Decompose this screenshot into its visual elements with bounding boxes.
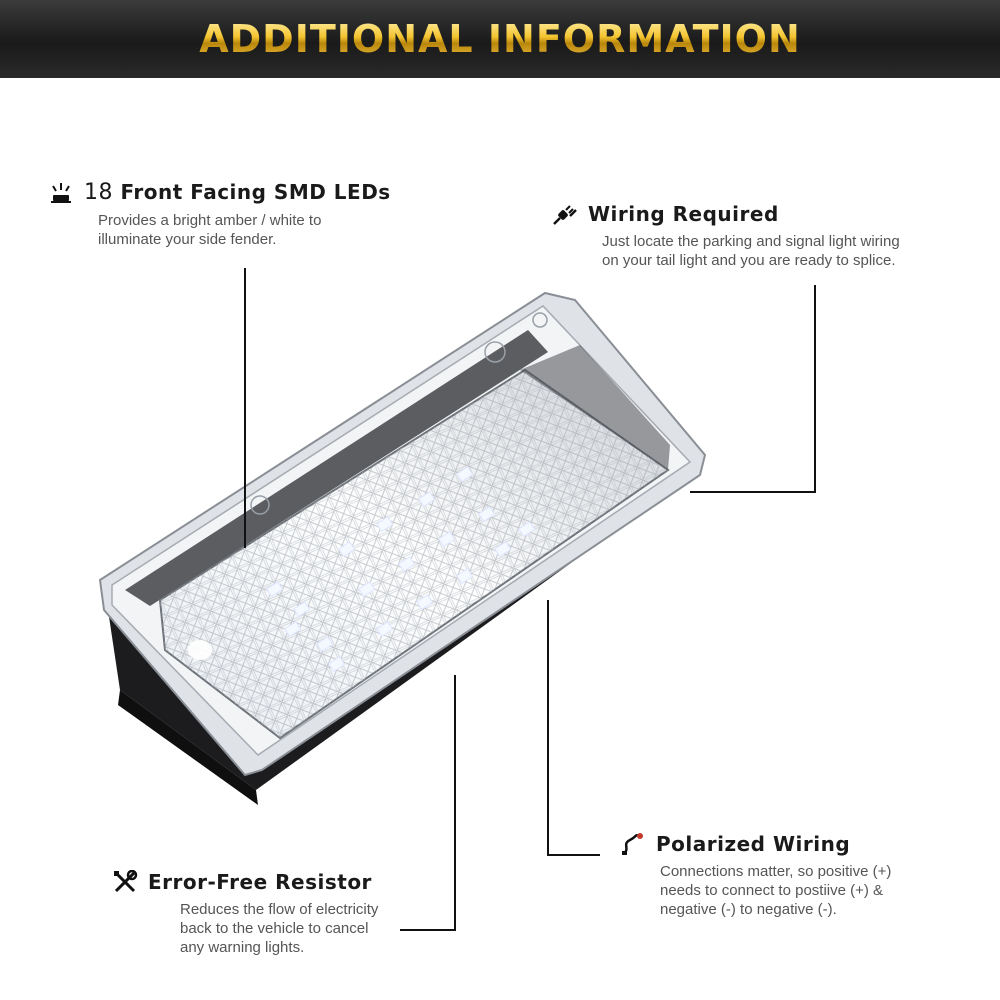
wiring-title: Wiring Required: [588, 202, 779, 226]
led-lamp-icon: [48, 181, 74, 205]
wiring-desc-line: Just locate the parking and signal light wiring: [602, 233, 900, 250]
feature-polarized: [620, 832, 891, 919]
wiring-description: [602, 232, 900, 270]
feature-wiring: [552, 202, 900, 270]
feature-resistor: [112, 870, 378, 957]
resistor-desc-line: Reduces the flow of electricity: [180, 901, 379, 918]
wiring-desc-line: on your tail light and you are ready to splice.: [602, 252, 896, 269]
leds-desc-line: illuminate your side fender.: [98, 231, 277, 248]
polarized-wire-icon: [620, 832, 646, 856]
polarized-title: Polarized Wiring: [656, 832, 851, 856]
polarized-desc-line: needs to connect to postiive (+) &: [660, 882, 884, 899]
resistor-description: [180, 900, 378, 957]
leds-desc-line: Provides a bright amber / white to: [98, 212, 322, 229]
polarized-desc-line: negative (-) to negative (-).: [660, 901, 837, 918]
plug-icon: [552, 202, 578, 226]
polarized-callout-line: [548, 600, 600, 855]
wiring-callout-line: [690, 285, 815, 492]
banner-title: ADDITIONAL INFORMATION: [199, 17, 801, 61]
feature-leds: [48, 180, 391, 249]
leds-title: [84, 180, 391, 205]
polarized-desc-line: Connections matter, so positive (+): [660, 863, 892, 880]
resistor-title: Error-Free Resistor: [148, 870, 372, 894]
resistor-callout-line: [400, 675, 455, 930]
resistor-desc-line: any warning lights.: [180, 939, 305, 956]
leds-title-text: Front Facing SMD LEDs: [120, 180, 391, 204]
resistor-desc-line: back to the vehicle to cancel: [180, 920, 369, 937]
led-count: 18: [84, 180, 113, 205]
tools-icon: [112, 870, 138, 894]
polarized-description: [660, 862, 891, 919]
leds-description: [98, 211, 391, 249]
